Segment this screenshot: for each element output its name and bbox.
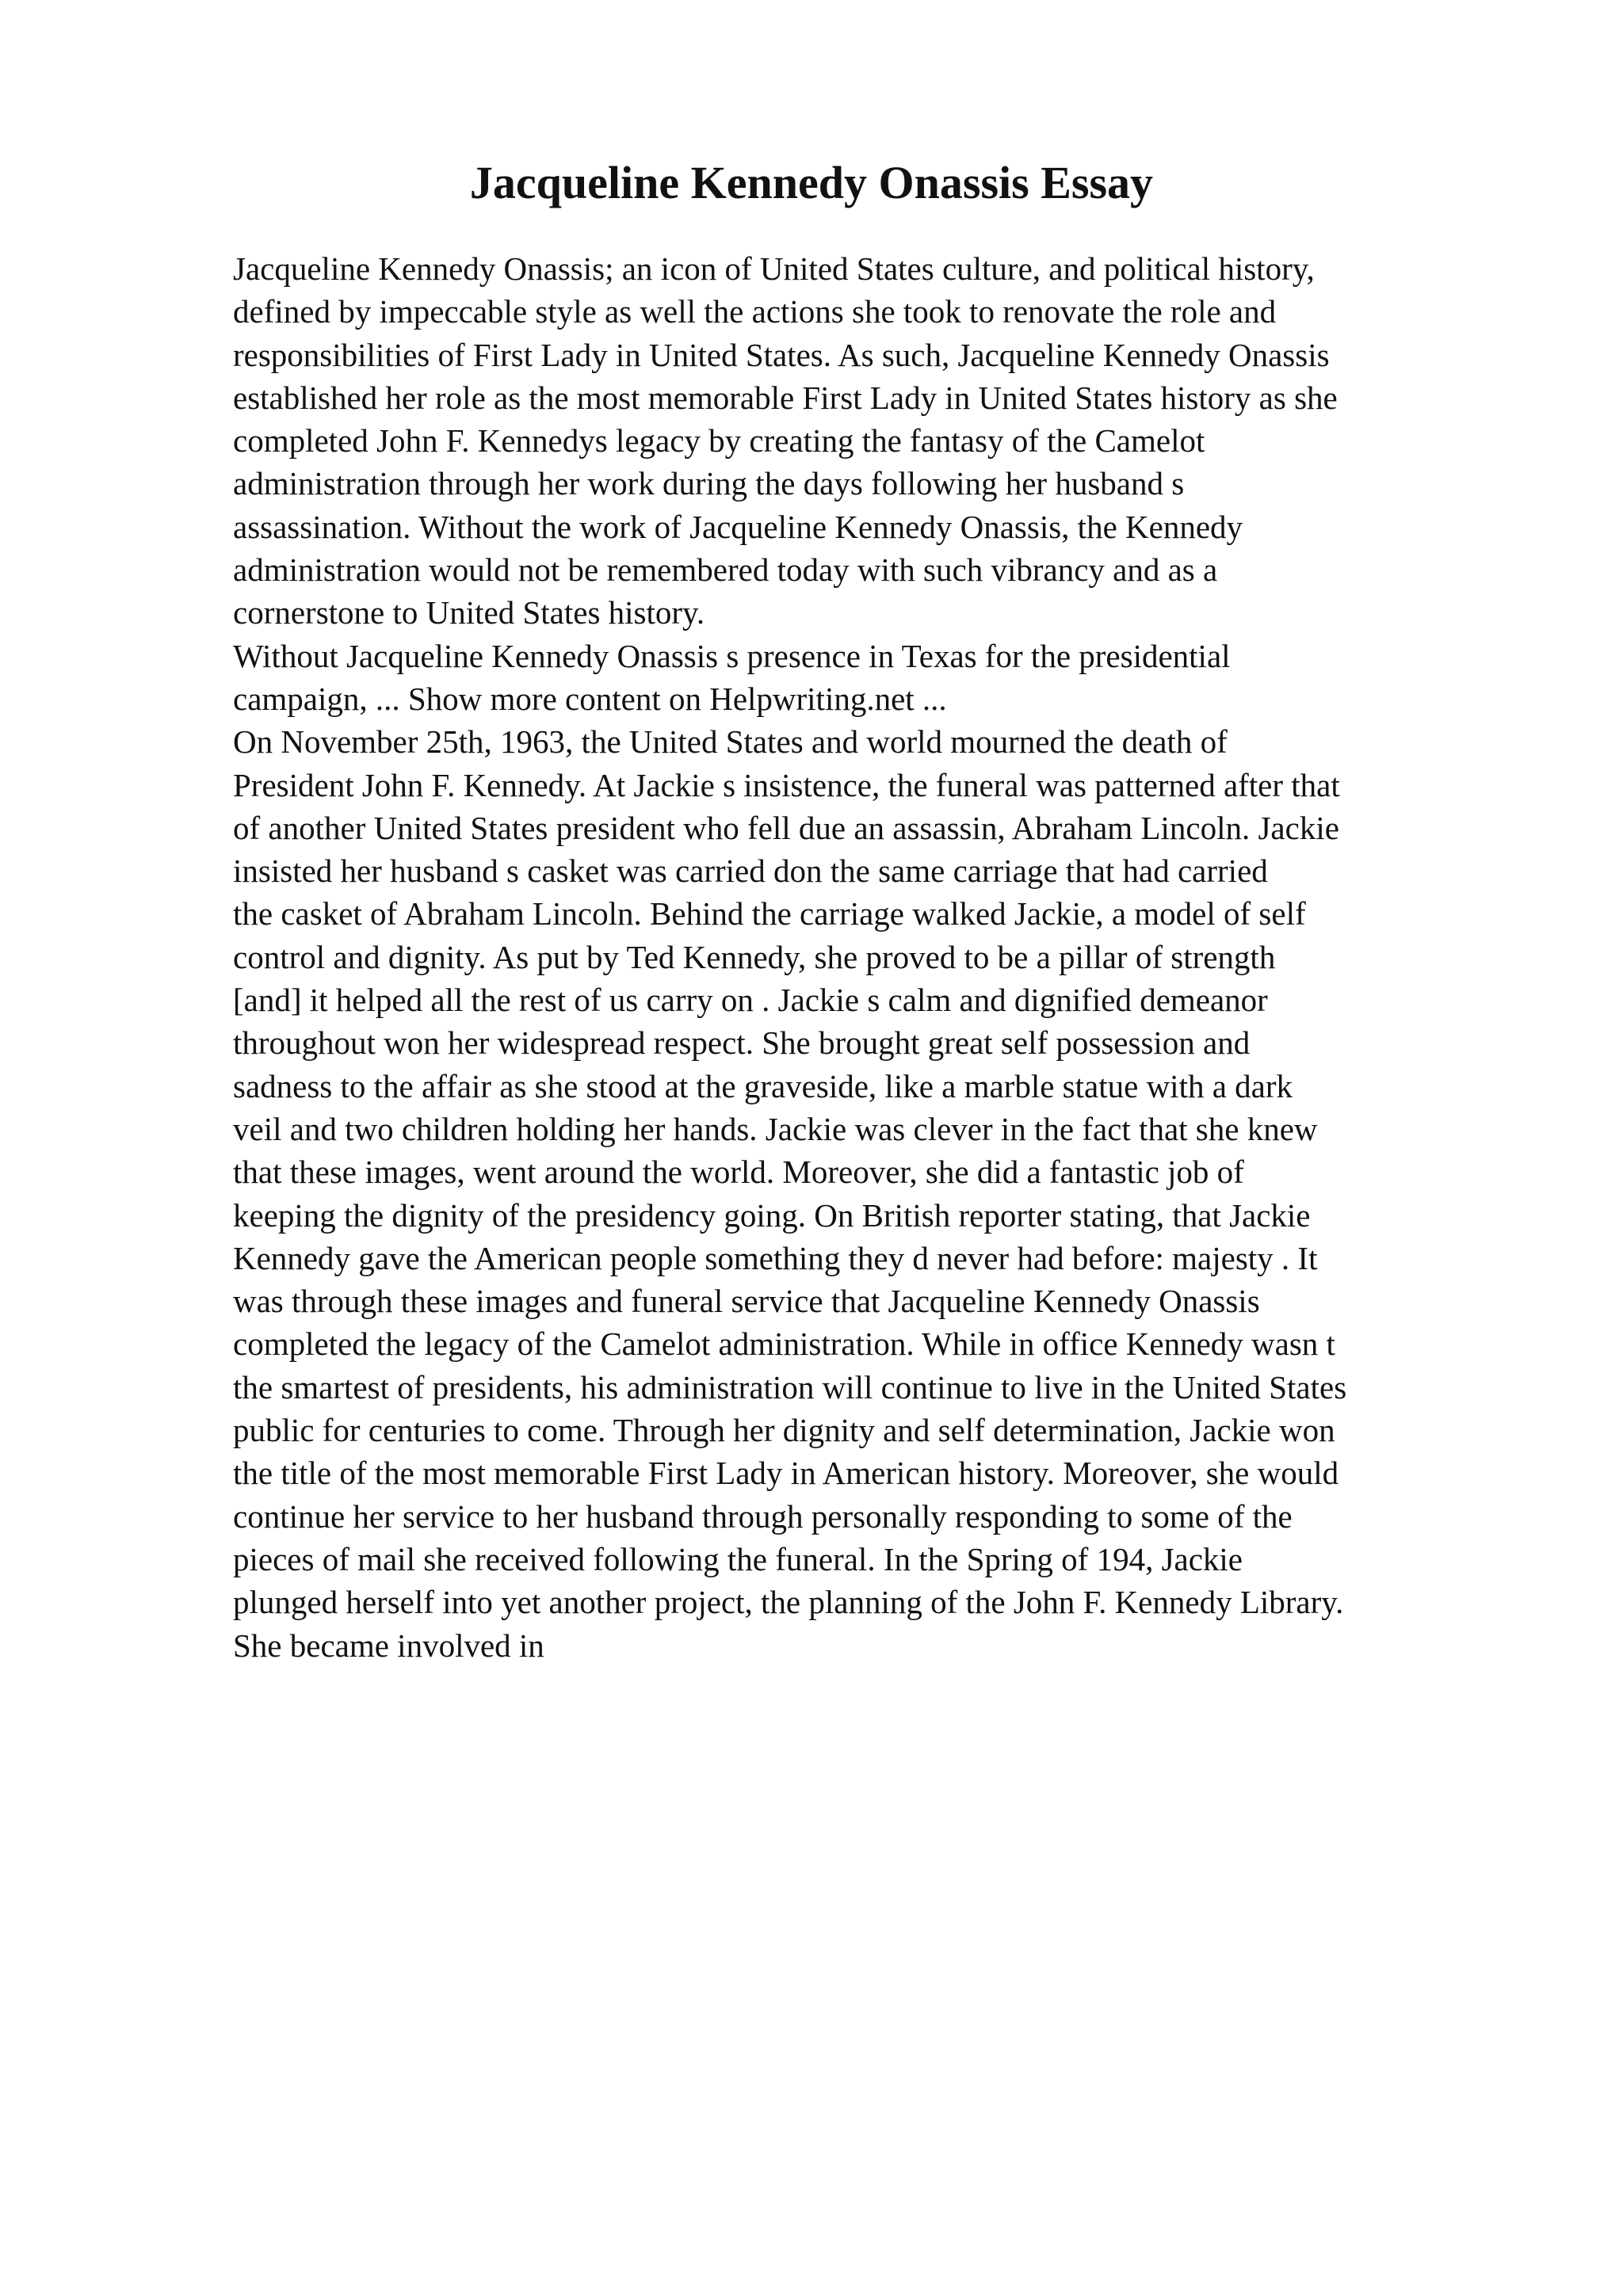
essay-line: She became involved in [233,1627,544,1664]
essay-line: continue her service to her husband through personally responding to some of the [233,1497,1293,1535]
essay-line: On November 25th, 1963, the United States and world mourned the death of [233,723,1228,761]
essay-line: that these images, went around the world. Moreover, she did a fantastic job of [233,1154,1244,1191]
essay-line: throughout won her widespread respect. She brought great self possession and [233,1024,1251,1062]
essay-line: Without Jacqueline Kennedy Onassis s presence in Texas for the presidential [233,637,1231,674]
page-title: Jacqueline Kennedy Onassis Essay [469,157,1154,208]
essay-line: sadness to the affair as she stood at the graveside, like a marble statue with a dark [233,1067,1293,1104]
essay-line: the title of the most memorable First Lady in American history. Moreover, she would [233,1455,1339,1492]
essay-line: public for centuries to come. Through her dignity and self determination, Jackie won [233,1412,1335,1449]
essay-line: the smartest of presidents, his administration will continue to live in the United States [233,1368,1347,1405]
essay-line: keeping the dignity of the presidency going. On British reporter stating, that Jackie [233,1196,1311,1234]
essay-line: veil and two children holding her hands. Jackie was clever in the fact that she knew [233,1110,1318,1147]
essay-line: President John F. Kennedy. At Jackie s insistence, the funeral was patterned after that [233,766,1340,803]
essay-line: control and dignity. As put by Ted Kennedy, she proved to be a pillar of strength [233,938,1276,975]
essay-body [233,247,1517,1667]
essay-line: the casket of Abraham Lincoln. Behind the carriage walked Jackie, a model of self [233,895,1306,933]
essay-line: assassination. Without the work of Jacqueline Kennedy Onassis, the Kennedy [233,508,1243,545]
essay-line: established her role as the most memorable First Lady in United States history as she [233,379,1338,416]
essay-line: completed the legacy of the Camelot administration. While in office Kennedy wasn t [233,1325,1335,1363]
essay-line: insisted her husband s casket was carried don the same carriage that had carried [233,852,1268,890]
essay-line: administration would not be remembered today with such vibrancy and as a [233,551,1218,589]
essay-line: campaign, ... Show more content on Helpwriting.net ... [233,680,947,717]
essay-line: Jacqueline Kennedy Onassis; an icon of United States culture, and political history, [233,250,1315,287]
essay-line: completed John F. Kennedys legacy by creating the fantasy of the Camelot [233,422,1205,460]
essay-line: defined by impeccable style as well the actions she took to renovate the role and [233,293,1277,330]
essay-line: administration through her work during the days following her husband s [233,465,1185,502]
essay-line: was through these images and funeral service that Jacqueline Kennedy Onassis [233,1283,1260,1320]
essay-line: Kennedy gave the American people something they d never had before: majesty . It [233,1239,1318,1276]
essay-line: responsibilities of First Lady in United States. As such, Jacqueline Kennedy Onassis [233,336,1330,373]
essay-line: cornerstone to United States history. [233,594,705,631]
essay-line: of another United States president who fell due an assassin, Abraham Lincoln. Jackie [233,809,1339,846]
essay-line: plunged herself into yet another project, the planning of the John F. Kennedy Library. [233,1584,1344,1621]
essay-line: [and] it helped all the rest of us carry on . Jackie s calm and dignified demeanor [233,982,1268,1019]
essay-line: pieces of mail she received following the funeral. In the Spring of 194, Jackie [233,1540,1243,1577]
